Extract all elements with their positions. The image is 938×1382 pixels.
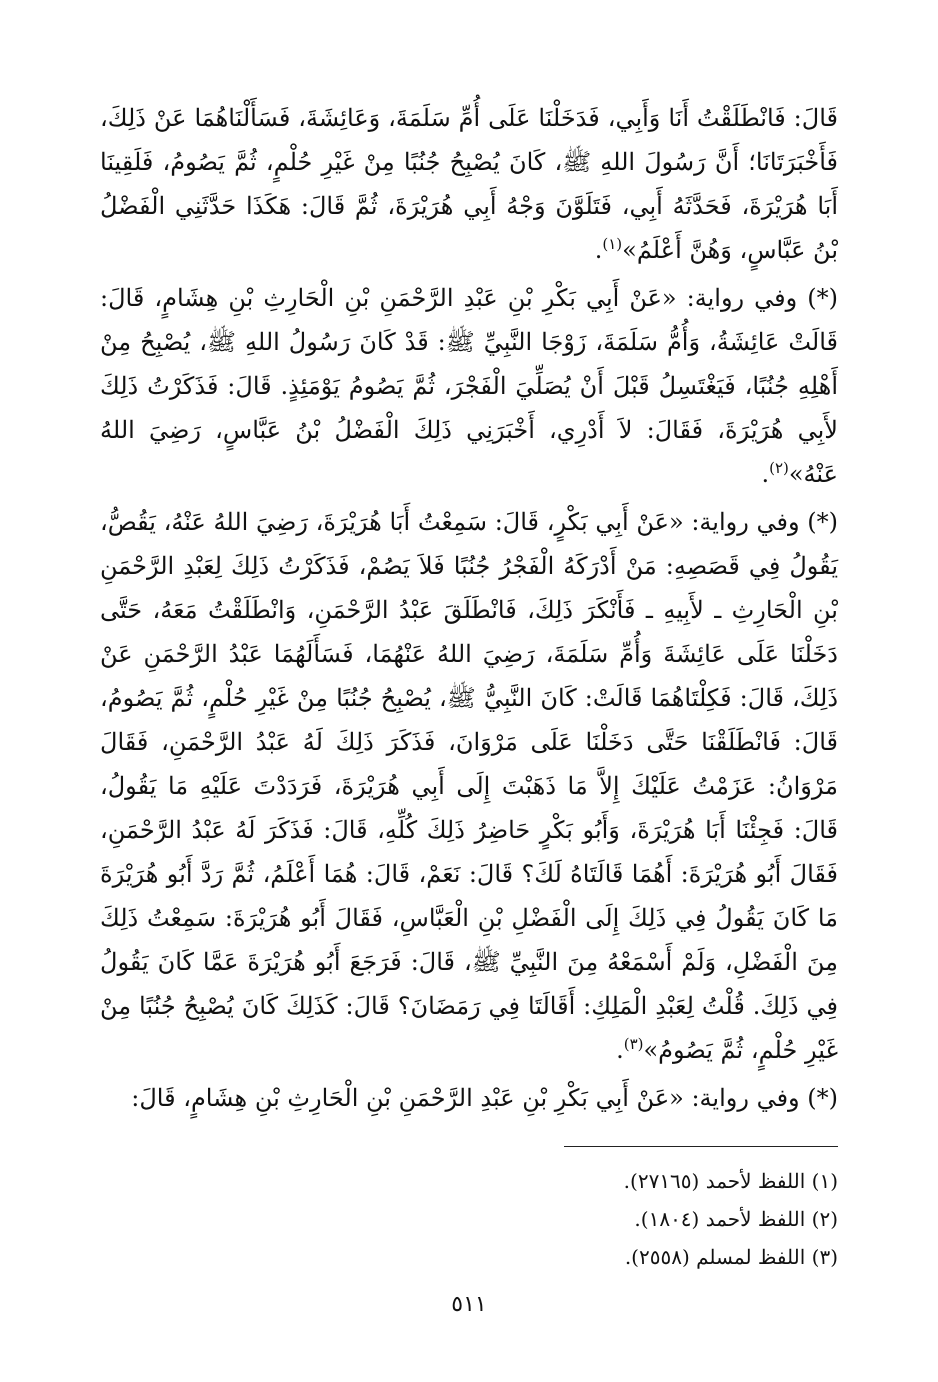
paragraph-text: (*) وفي رواية: «عَنْ أَبِي بَكْرِ بْنِ عَبْدِ الرَّحْمَنِ بْنِ الْحَارِثِ بْنِ هِشَامٍ، قَالَ: (131, 1084, 838, 1112)
paragraph (100, 276, 838, 496)
paragraph-end: . (616, 1036, 624, 1064)
footnote: (١) اللفظ لأحمد (٢٧١٦٥). (623, 1169, 838, 1193)
footnote-divider (564, 1146, 838, 1147)
paragraph-text: قَالَ: فَانْطَلَقْتُ أَنَا وَأَبِي، فَدَخَلْنَا عَلَى أُمِّ سَلَمَةَ، وَعَائِشَةَ، فَسَأَلْنَاهُمَا عَنْ ذَلِكَ، فَأَخْبَرَتَانَا؛ أَنَّ رَسُولَ اللهِ ﷺ، كَانَ يُصْبِحُ جُنُبًا مِنْ غَيْرِ حُلْمٍ، ثُمَّ يَصُومُ، فَلَقِينَا أَبَا هُرَيْرَةَ، فَحَدَّثَهُ أَبِي، فَتَلَوَّنَ وَجْهُ أَبِي هُرَيْرَةَ، ثُمَّ قَالَ: هَكَذَا حَدَّثَنِي الْفَضْلُ بْنُ عَبَّاسٍ، وَهُنَّ أَعْلَمُ» (100, 104, 839, 264)
paragraph (100, 500, 838, 1072)
footnote: (٣) اللفظ لمسلم (٢٥٥٨). (624, 1245, 838, 1269)
page-number: ٥١١ (451, 1292, 487, 1317)
paragraph-text: (*) وفي رواية: «عَنْ أَبِي بَكْرٍ، قَالَ: سَمِعْتُ أَبَا هُرَيْرَةَ، رَضِيَ اللهُ عَنْهُ، يَقُصُّ، يَقُولُ فِي قَصَصِهِ: مَنْ أَدْرَكَهُ الْفَجْرُ جُنُبًا فَلاَ يَصُمْ، فَذَكَرْتُ ذَلِكَ لِعَبْدِ الرَّحْمَنِ بْنِ الْحَارِثِ ـ لأَبِيهِ ـ فَأَنْكَرَ ذَلِكَ، فَانْطَلَقَ عَبْدُ الرَّحْمَنِ، وَانْطَلَقْتُ مَعَهُ، حَتَّى دَخَلْنَا عَلَى عَائِشَةَ وَأُمِّ سَلَمَةَ، رَضِيَ اللهُ عَنْهُمَا، فَسَأَلَهُمَا عَبْدُ الرَّحْمَنِ عَنْ ذَلِكَ، قَالَ: فَكِلْتَاهُمَا قَالَتْ: كَانَ النَّبِيُّ ﷺ، يُصْبِحُ جُنُبًا مِنْ غَيْرِ حُلْمٍ، ثُمَّ يَصُومُ، قَالَ: فَانْطَلَقْنَا حَتَّى دَخَلْنَا عَلَى مَرْوَانَ، فَذَكَرَ ذَلِكَ لَهُ عَبْدُ الرَّحْمَنِ، فَقَالَ مَرْوَانُ: عَزَمْتُ عَلَيْكَ إِلاَّ مَا ذَهَبْتَ إِلَى أَبِي هُرَيْرَةَ، فَرَدَدْتَ عَلَيْهِ مَا يَقُولُ، قَالَ: فَجِئْنَا أَبَا هُرَيْرَةَ، وَأَبُو بَكْرٍ حَاضِرُ ذَلِكَ كُلِّهِ، قَالَ: فَذَكَرَ لَهُ عَبْدُ الرَّحْمَنِ، فَقَالَ أَبُو هُرَيْرَةَ: أَهُمَا قَالَتَاهُ لَكَ؟ قَالَ: نَعَمْ، قَالَ: هُمَا أَعْلَمُ، ثُمَّ رَدَّ أَبُو هُرَيْرَةَ مَا كَانَ يَقُولُ فِي ذَلِكَ إِلَى الْفَضْلِ بْنِ الْعَبَّاسِ، فَقَالَ أَبُو هُرَيْرَةَ: سَمِعْتُ ذَلِكَ مِنَ الْفَضْلِ، وَلَمْ أَسْمَعْهُ مِنَ النَّبِيِّ ﷺ، قَالَ: فَرَجَعَ أَبُو هُرَيْرَةَ عَمَّا كَانَ يَقُولُ فِي ذَلِكَ. قُلْتُ لِعَبْدِ الْمَلِكِ: أَقَالَتَا فِي رَمَضَانَ؟ قَالَ: كَذَلِكَ كَانَ يُصْبِحُ جُنُبًا مِنْ غَيْرِ حُلْمٍ، ثُمَّ يَصُومُ» (100, 508, 838, 1064)
footnote: (٢) اللفظ لأحمد (١٨٠٤). (634, 1207, 838, 1231)
footnotes (100, 1162, 838, 1276)
paragraph-end: . (761, 460, 770, 488)
paragraph (100, 96, 838, 272)
footnote-reference: (٣) (623, 1035, 644, 1053)
footnote-reference: (٢) (769, 459, 789, 477)
main-text (100, 96, 838, 1120)
footnote-reference: (١) (602, 235, 623, 253)
paragraph-end: . (594, 236, 603, 264)
paragraph (100, 1076, 838, 1120)
paragraph-text: (*) وفي رواية: «عَنْ أَبِي بَكْرِ بْنِ عَبْدِ الرَّحْمَنِ بْنِ الْحَارِثِ بْنِ هِشَامٍ، قَالَ: قَالَتْ عَائِشَةُ، وَأُمُّ سَلَمَةَ، زَوْجَا النَّبِيِّ ﷺ: قَدْ كَانَ رَسُولُ اللهِ ﷺ، يُصْبِحُ مِنْ أَهْلِهِ جُنُبًا، فَيَغْتَسِلُ قَبْلَ أَنْ يُصَلِّيَ الْفَجْرَ، ثُمَّ يَصُومُ يَوْمَئِذٍ. قَالَ: فَذَكَرْتُ ذَلِكَ لأَبِي هُرَيْرَةَ، فَقَالَ: لاَ أَدْرِي، أَخْبَرَنِي ذَلِكَ الْفَضْلُ بْنُ عَبَّاسٍ، رَضِيَ اللهُ عَنْهُ» (100, 284, 838, 488)
